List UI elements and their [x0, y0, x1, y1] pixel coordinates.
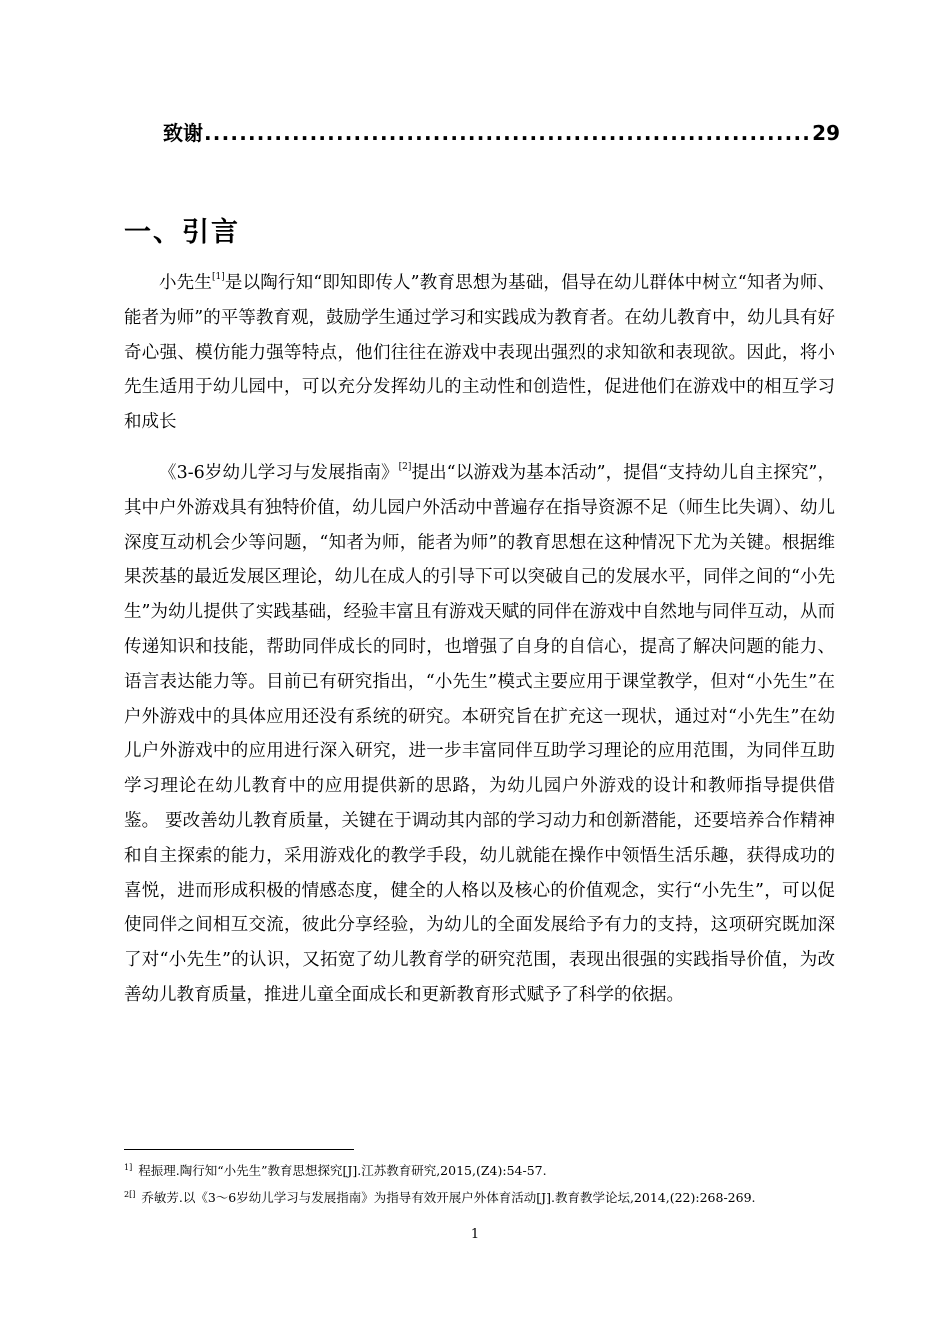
- footnote-mark: 2[]: [124, 1190, 136, 1199]
- footnote-1: [124, 1158, 835, 1180]
- page-number: 1: [470, 1227, 480, 1242]
- toc-entry-acknowledgements[interactable]: [163, 117, 840, 146]
- paragraph-text: 提出“以游戏为基本活动”，提倡“支持幼儿自主探究”，其中户外游戏具有独特价值，幼儿园户外活动中普遍存在指导资源不足（师生比失调）、幼儿深度互动机会少等问题，“知者为师，能者为师”的教育思想在这种情况下尤为关键。根据维果茨基的最近发展区理论，幼儿在成人的引导下可以突破自己的发展水平，同伴之间的“小先生”为幼儿提供了实践基础，经验丰富且有游戏天赋的同伴在游戏中自然地与同伴互动，从而传递知识和技能，帮助同伴成长的同时，也增强了自身的自信心，提高了解决问题的能力、语言表达能力等。目前已有研究指出，“小先生”模式主要应用于课堂教学，但对“小先生”在户外游戏中的具体应用还没有系统的研究。本研究旨在扩充这一现状，通过对“小先生”在幼儿户外游戏中的应用进行深入研究，进一步丰富同伴互助学习理论的应用范围，为同伴互助学习理论在幼儿教育中的应用提供新的思路，为幼儿园户外游戏的设计和教师指导提供借鉴。 要改善幼儿教育质量，关键在于调动其内部的学习动力和创新潜能，还要培养合作精神和自主探索的能力，采用游戏化的教学手段，幼儿就能在操作中领悟生活乐趣，获得成功的喜悦，进而形成积极的情感态度，健全的人格以及核心的价值观念，实行“小先生”，可以促使同伴之间相互交流，彼此分享经验，为幼儿的全面发展给予有力的支持，这项研究既加深了对“小先生”的认识，又拓宽了幼儿教育学的研究范围，表现出很强的实践指导价值，为改善幼儿教育质量，推进儿童全面成长和更新教育形式赋予了科学的依据。: [124, 463, 835, 1005]
- toc-entry-page: 29: [812, 121, 840, 145]
- footnote-text: 程振理.陶行知“小先生”教育思想探究[J].江苏教育研究,2015,(Z4):54-57.: [138, 1163, 547, 1178]
- toc-dot-leader: [204, 121, 811, 145]
- footnote-mark: 1]: [124, 1163, 133, 1172]
- footnote-separator: [124, 1149, 354, 1150]
- paragraph-text: 小先生: [159, 273, 212, 293]
- footnote-ref-1[interactable]: [1]: [212, 272, 225, 282]
- paragraph-text: 《3-6岁幼儿学习与发展指南》: [159, 463, 399, 483]
- toc-entry-title: 致谢: [163, 121, 203, 145]
- body-paragraph-2: [124, 456, 835, 1013]
- paragraph-text: 是以陶行知“即知即传人”教育思想为基础，倡导在幼儿群体中树立“知者为师、能者为师”的平等教育观，鼓励学生通过学习和实践成为教育者。在幼儿教育中，幼儿具有好奇心强、模仿能力强等特点，他们往往在游戏中表现出强烈的求知欲和表现欲。因此，将小先生适用于幼儿园中，可以充分发挥幼儿的主动性和创造性，促进他们在游戏中的相互学习和成长: [124, 273, 836, 433]
- footnote-2: [124, 1185, 835, 1207]
- footnote-ref-2[interactable]: [2]: [398, 462, 412, 472]
- section-heading: 一、引言: [124, 217, 240, 248]
- footnote-text: 乔敏芳.以《3～6岁幼儿学习与发展指南》为指导有效开展户外体育活动[J].教育教学论坛,2014,(22):268-269.: [141, 1190, 756, 1205]
- body-paragraph-1: [124, 266, 835, 440]
